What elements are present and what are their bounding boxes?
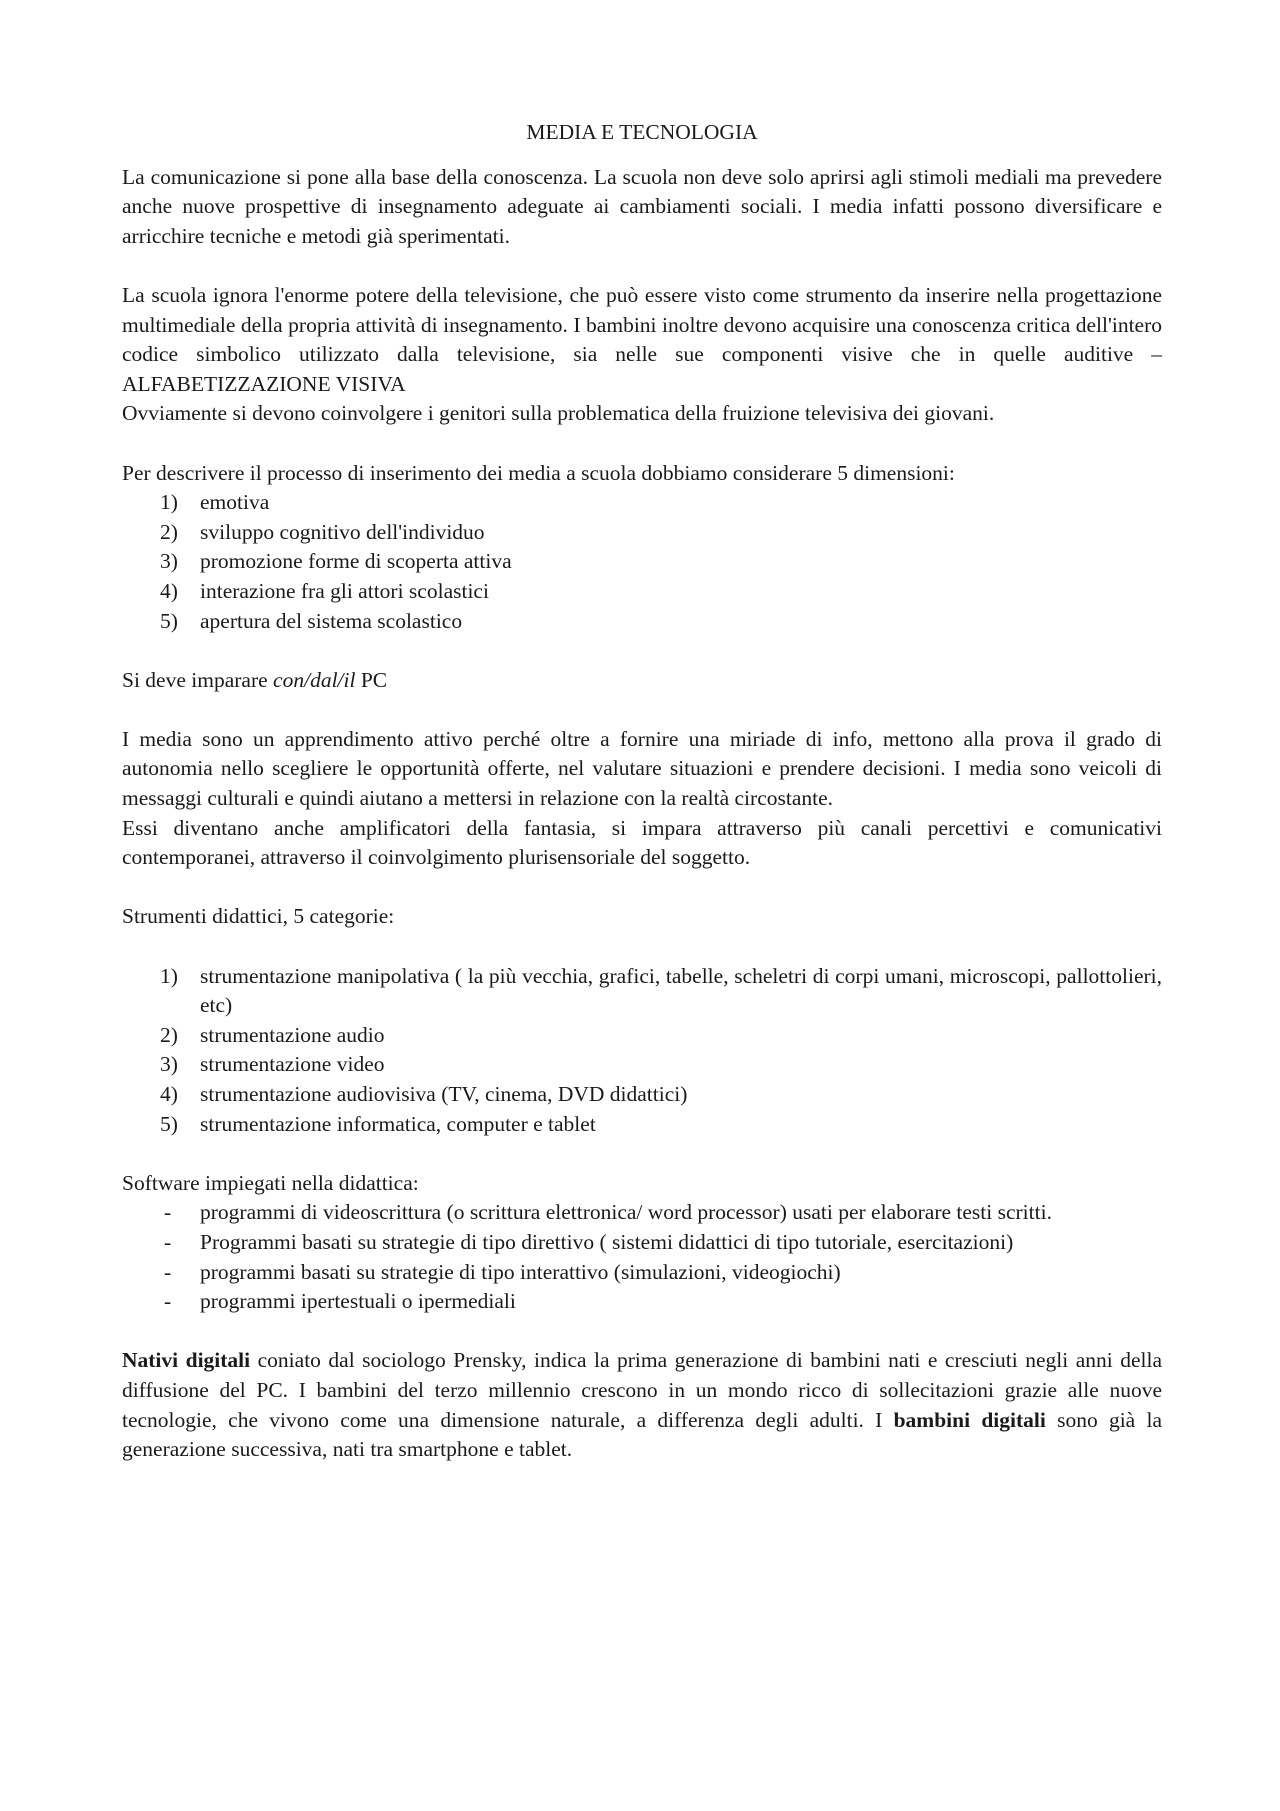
list-marker: 4) (160, 1082, 178, 1106)
list-item-text: promozione forme di scoperta attiva (200, 549, 512, 574)
list-marker: - (164, 1229, 172, 1254)
paragraph-gap (122, 636, 1162, 666)
list-marker: 2) (160, 519, 178, 544)
pc-prefix: Si deve imparare (122, 667, 274, 692)
list-item-text: apertura del sistema scolastico (200, 608, 463, 633)
paragraph-gap (122, 873, 1162, 903)
dimensions-list (122, 488, 1162, 636)
list-marker: 5) (160, 1111, 178, 1136)
list-marker: 1) (160, 490, 178, 515)
paragraph-software-intro: Software impiegati nella didattica: (122, 1170, 419, 1195)
list-item (122, 1080, 1162, 1110)
list-item-text: sviluppo cognitivo dell'individuo (200, 519, 485, 544)
paragraph-television: La scuola ignora l'enorme potere della televisione, che può essere visto come strumento da inserire nella progettazione multimediale della propria attività di insegnamento. I bambini inoltre devono acquisire una conoscenza critica dell'intero codice simbolico utilizzato dalla televisione, sia nelle sue componenti visive che in quelle auditive – ALFABETIZZAZIONE VISIVA (122, 282, 1162, 396)
list-item-text: interazione fra gli attori scolastici (200, 578, 489, 603)
digital-natives-text: coniato dal sociologo Prensky, indica la prima generazione di bambini nati e cresciuti negli anni della diffusione del PC. I bambini del terzo millennio crescono in un mondo ricco di sollecitazioni grazie alle nuove tecnologie, che vivono come una dimensione naturale, a differenza degli adulti. I (122, 1348, 1162, 1432)
paragraph-dimensions-intro: Per descrivere il processo di inserimento dei media a scuola dobbiamo considerare 5 dimensioni: (122, 460, 955, 485)
list-item (122, 1287, 1162, 1317)
paragraph-parents: Ovviamente si devono coinvolgere i genitori sulla problematica della fruizione televisiva dei giovani. (122, 401, 995, 426)
digital-children-text: sono già la generazione successiva, nati tra smartphone e tablet. (122, 1407, 1162, 1462)
paragraph-pc (122, 666, 1162, 696)
list-item-text: programmi ipertestuali o ipermediali (200, 1289, 516, 1314)
paragraph-gap (122, 429, 1162, 459)
document-page (122, 118, 1162, 1465)
term-bambini-digitali: bambini digitali (893, 1407, 1046, 1432)
list-item (122, 577, 1162, 607)
list-item (122, 1110, 1162, 1140)
list-item-text: strumentazione audiovisiva (TV, cinema, DVD didattici) (200, 1082, 688, 1106)
list-item-text: strumentazione informatica, computer e tablet (200, 1111, 596, 1136)
paragraph-gap (122, 251, 1162, 281)
list-item (122, 518, 1162, 548)
list-item (122, 1021, 1162, 1051)
list-item (122, 488, 1162, 518)
list-marker: 3) (160, 1052, 178, 1077)
list-marker: - (164, 1259, 172, 1284)
tools-list (122, 962, 1162, 1140)
paragraph-fantasy: Essi diventano anche amplificatori della fantasia, si impara attraverso più canali percettivi e comunicativi contemporanei, attraverso il coinvolgimento plurisensoriale del soggetto. (122, 815, 1162, 870)
paragraph-intro: La comunicazione si pone alla base della conoscenza. La scuola non deve solo aprirsi agli stimoli mediali ma prevedere anche nuove prospettive di insegnamento adeguate ai cambiamenti sociali. I media infatti possono diversificare e arricchire tecniche e metodi già sperimentati. (122, 164, 1162, 248)
list-item-text: strumentazione video (200, 1052, 385, 1077)
paragraph-gap (122, 695, 1162, 725)
term-nativi-digitali: Nativi digitali (122, 1348, 251, 1373)
list-item (122, 1228, 1162, 1258)
list-item (122, 1258, 1162, 1288)
list-marker: - (164, 1289, 172, 1314)
list-item (122, 547, 1162, 577)
list-marker: 2) (160, 1022, 178, 1047)
list-marker: - (164, 1200, 172, 1225)
list-item-text: strumentazione audio (200, 1022, 385, 1047)
paragraph-gap (122, 1139, 1162, 1169)
list-item (122, 962, 1162, 1021)
list-marker: 5) (160, 608, 178, 633)
list-marker: 3) (160, 549, 178, 574)
list-item-text: programmi basati su strategie di tipo interattivo (simulazioni, videogiochi) (200, 1259, 841, 1284)
list-item-text: Programmi basati su strategie di tipo direttivo ( sistemi didattici di tipo tutoriale, esercitazioni) (200, 1229, 1014, 1254)
list-item (122, 607, 1162, 637)
paragraph-tools-intro: Strumenti didattici, 5 categorie: (122, 904, 395, 929)
pc-emphasis: con/dal/il (273, 667, 356, 692)
software-list (122, 1198, 1162, 1316)
paragraph-gap (122, 932, 1162, 962)
list-item (122, 1198, 1162, 1228)
list-item-text: strumentazione manipolativa ( la più vecchia, grafici, tabelle, scheletri di corpi umani, microscopi, pallottolieri, etc) (200, 963, 1162, 1018)
paragraph-gap (122, 1317, 1162, 1347)
list-item (122, 1050, 1162, 1080)
list-item-text: emotiva (200, 490, 270, 515)
list-item-text: programmi di videoscrittura (o scrittura elettronica/ word processor) usati per elaborare testi scritti. (200, 1200, 1052, 1225)
paragraph-active-learning: I media sono un apprendimento attivo perché oltre a fornire una miriade di info, mettono alla prova il grado di autonomia nello scegliere le opportunità offerte, nel valutare situazioni e prendere decisioni. I media sono veicoli di messaggi culturali e quindi aiutano a mettersi in relazione con la realtà circostante. (122, 726, 1162, 811)
document-title: MEDIA E TECNOLOGIA (526, 120, 758, 144)
list-marker: 4) (160, 578, 178, 603)
pc-suffix: PC (355, 667, 388, 692)
list-marker: 1) (160, 963, 178, 988)
paragraph-digital-natives (122, 1346, 1162, 1464)
